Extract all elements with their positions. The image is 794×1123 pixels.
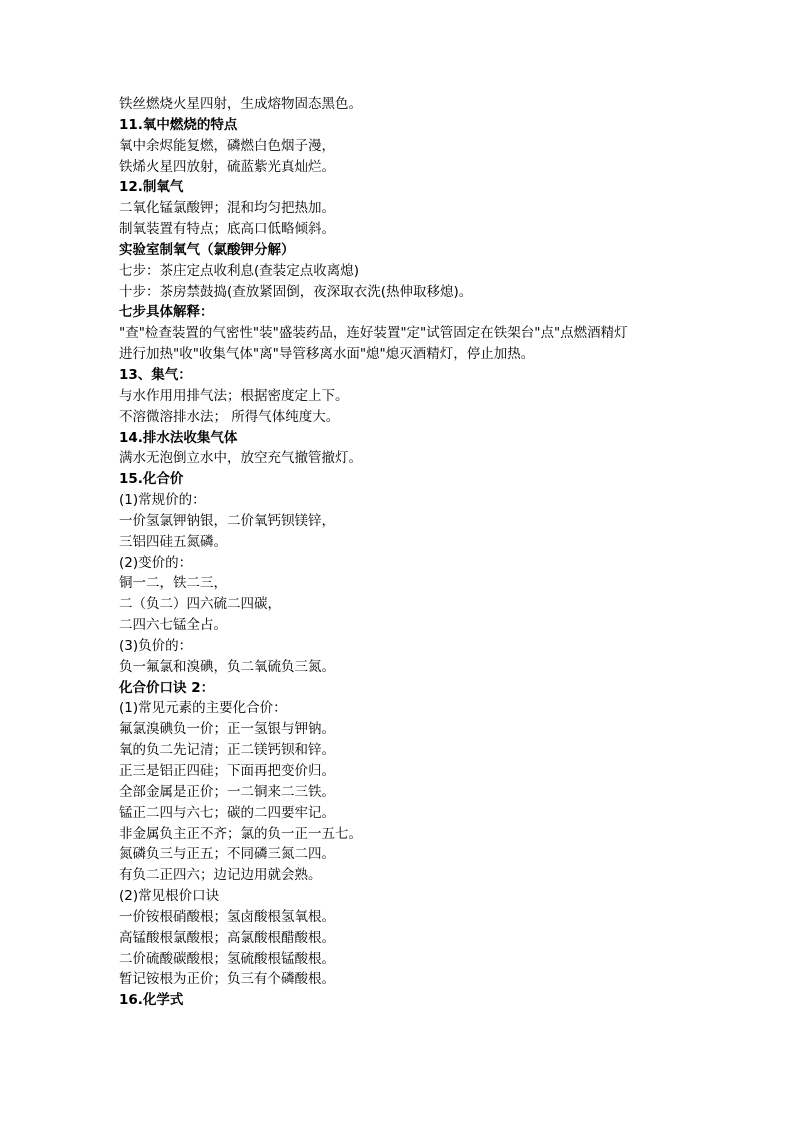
- text-line: 氧的负二先记清；正二镁钙钡和锌。: [119, 742, 335, 759]
- text-line: 二价硫酸碳酸根；氢硫酸根锰酸根。: [119, 950, 335, 967]
- text-line: 铜一二，铁二三，: [119, 575, 227, 592]
- text-line: 氟氯溴碘负一价；正一氢银与钾钠。: [119, 721, 335, 738]
- text-line: 一价氢氯钾钠银，二价氧钙钡镁锌，: [119, 512, 335, 529]
- text-line: 铁烯火星四放射，硫蓝紫光真灿烂。: [119, 158, 335, 175]
- text-line: 二（负二）四六硫二四碳，: [119, 596, 281, 613]
- text-line: 制氧装置有特点；底高口低略倾斜。: [119, 221, 335, 238]
- text-line: 非金属负主正不齐；氯的负一正一五七。: [119, 825, 362, 842]
- section-heading: 16.化学式: [119, 992, 184, 1009]
- text-line: 二四六七锰全占。: [119, 617, 227, 634]
- text-line: (2)常见根价口诀: [119, 888, 220, 905]
- text-line: (1)常见元素的主要化合价：: [119, 700, 287, 717]
- section-heading: 实验室制氧气（氯酸钾分解）: [119, 241, 295, 258]
- section-heading: 12.制氧气: [119, 179, 184, 196]
- text-line: (1)常规价的：: [119, 492, 206, 509]
- document-page: [119, 94, 739, 1011]
- text-line: 十步：茶房禁鼓捣(查放紧固倒，夜深取衣洗(热伸取移熄)。: [119, 283, 473, 300]
- section-heading: 七步具体解释：: [119, 304, 214, 321]
- text-line: 负一氟氯和溴碘，负二氧硫负三氮。: [119, 658, 335, 675]
- text-line: 二氧化锰氯酸钾；混和均匀把热加。: [119, 200, 335, 217]
- text-line: 高锰酸根氯酸根；高氯酸根醋酸根。: [119, 929, 335, 946]
- text-line: 暂记铵根为正价；负三有个磷酸根。: [119, 971, 335, 988]
- text-line: 正三是铝正四硅；下面再把变价归。: [119, 763, 335, 779]
- text-line: 有负二正四六；边记边用就会熟。: [119, 867, 322, 884]
- section-heading: 14.排水法收集气体: [119, 429, 238, 446]
- text-line: 七步：茶庄定点收利息(查装定点收离熄): [119, 262, 360, 279]
- text-line: 与水作用用排气法；根据密度定上下。: [119, 387, 349, 404]
- text-line: (3)负价的：: [119, 637, 193, 654]
- section-heading: 11.氧中燃烧的特点: [119, 116, 238, 133]
- section-heading: 化合价口诀 2：: [119, 679, 215, 696]
- text-line: "查"检查装置的气密性"装"盛装药品，连好装置"定"试管固定在铁架台"点"点燃酒精灯: [119, 325, 628, 342]
- text-line: 铁丝燃烧火星四射，生成熔物固态黑色。: [119, 96, 362, 112]
- text-line: 锰正二四与六七；碳的二四要牢记。: [119, 804, 335, 821]
- text-line: (2)变价的：: [119, 554, 193, 571]
- text-line: 一价铵根硝酸根；氢卤酸根氢氧根。: [119, 908, 335, 925]
- text-line: 氧中余烬能复燃，磷燃白色烟子漫，: [119, 137, 335, 154]
- text-line: 满水无泡倒立水中，放空充气撤管撤灯。: [119, 450, 362, 467]
- text-line: 三铝四硅五氮磷。: [119, 533, 227, 550]
- text-line: 不溶微溶排水法； 所得气体纯度大。: [119, 408, 340, 425]
- section-heading: 13、集气：: [119, 366, 192, 383]
- text-line: 氮磷负三与正五；不同磷三氮二四。: [119, 846, 335, 863]
- text-line: 进行加热"收"收集气体"离"导管移离水面"熄"熄灭酒精灯，停止加热。: [119, 346, 535, 363]
- text-line: 全部金属是正价；一二铜来二三铁。: [119, 783, 335, 800]
- section-heading: 15.化合价: [119, 471, 184, 488]
